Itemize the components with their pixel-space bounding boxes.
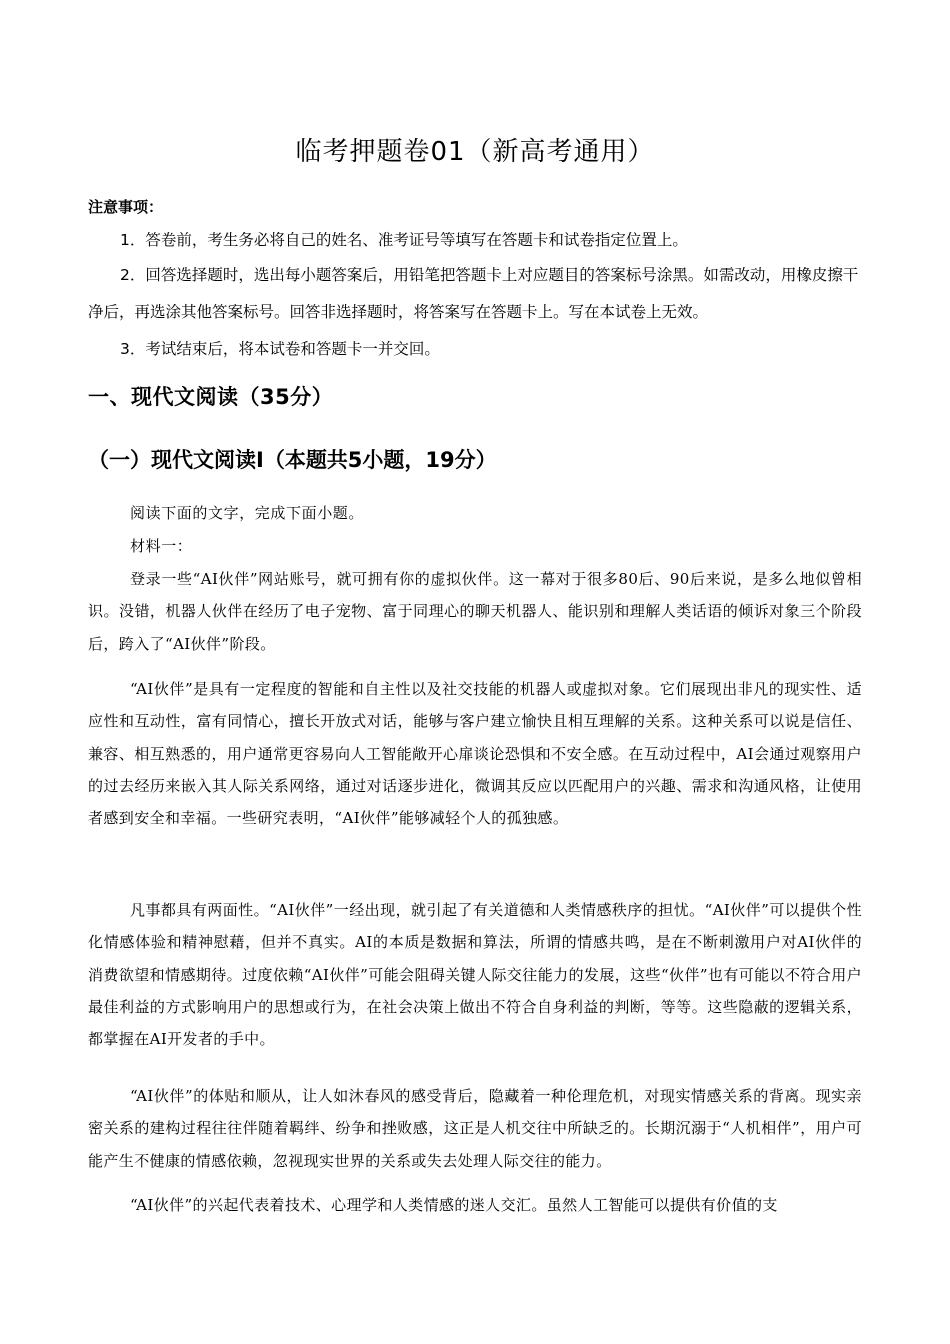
notice-item-3: 3．考试结束后，将本试卷和答题卡一并交回。 (120, 340, 440, 358)
paragraph-1: 登录一些“AI伙伴”网站账号，就可拥有你的虚拟伙伴。这一幕对于很多80后、90后来说，是多么地似曾相识。没错，机器人伙伴在经历了电子宠物、富于同理心的聊天机器人、能识别和理解人类话语的倾诉对象三个阶段后，跨入了“AI伙伴”阶段。 (88, 570, 862, 653)
notice-item-2: 2．回答选择题时，选出每小题答案后，用铅笔把答题卡上对应题目的答案标号涂黑。如需改动，用橡皮擦干净后，再选涂其他答案标号。回答非选择题时，将答案写在答题卡上。写在本试卷上无效。 (88, 266, 859, 321)
material-label: 材料一： (130, 537, 193, 555)
notice-heading: 注意事项： (88, 198, 164, 216)
page-title: 临考押题卷01（新高考通用） (295, 137, 655, 167)
notice-item-1: 1．答卷前，考生务必将自己的姓名、准考证号等填写在答题卡和试卷指定位置上。 (120, 231, 688, 249)
paragraph-2: “AI伙伴”是具有一定程度的智能和自主性以及社交技能的机器人或虚拟对象。它们展现出非凡的现实性、适应性和互动性，富有同情心，擅长开放式对话，能够与客户建立愉快且相互理解的关系。这种关系可以说是信任、兼容、相互熟悉的，用户通常更容易向人工智能敞开心扉谈论恐惧和不安全感。在互动过程中，AI会通过观察用户的过去经历来嵌入其人际关系网络，通过对话逐步进化，微调其反应以匹配用户的兴趣、需求和沟通风格，让使用者感到安全和幸福。一些研究表明，“AI伙伴”能够减轻个人的孤独感。 (88, 680, 862, 828)
instruction-text: 阅读下面的文字，完成下面小题。 (130, 504, 365, 522)
paragraph-5: “AI伙伴”的兴起代表着技术、心理学和人类情感的迷人交汇。虽然人工智能可以提供有价值的支 (130, 1196, 778, 1214)
paragraph-4: “AI伙伴”的体贴和顺从，让人如沐春风的感受背后，隐藏着一种伦理危机，对现实情感关系的背离。现实亲密关系的建构过程往往伴随着羁绊、纷争和挫败感，这正是人机交往中所缺乏的。长期沉溺于“人机相伴”，用户可能产生不健康的情感依赖，忽视现实世界的关系或失去处理人际交往的能力。 (88, 1087, 862, 1170)
paragraph-3: 凡事都具有两面性。“AI伙伴”一经出现，就引起了有关道德和人类情感秩序的担忧。“AI伙伴”可以提供个性化情感体验和精神慰藉，但并不真实。AI的本质是数据和算法，所谓的情感共鸣，是在不断刺激用户对AI伙伴的消费欲望和情感期待。过度依赖“AI伙伴”可能会阻碍关键人际交往能力的发展，这些“伙伴”也有可能以不符合用户最佳利益的方式影响用户的思想或行为，在社会决策上做出不符合自身利益的判断，等等。这些隐蔽的逻辑关系，都掌握在AI开发者的手中。 (88, 901, 862, 1049)
sub-heading: （一）现代文阅读Ⅰ（本题共5小题，19分） (88, 448, 497, 472)
section-heading: 一、现代文阅读（35分） (88, 385, 334, 409)
